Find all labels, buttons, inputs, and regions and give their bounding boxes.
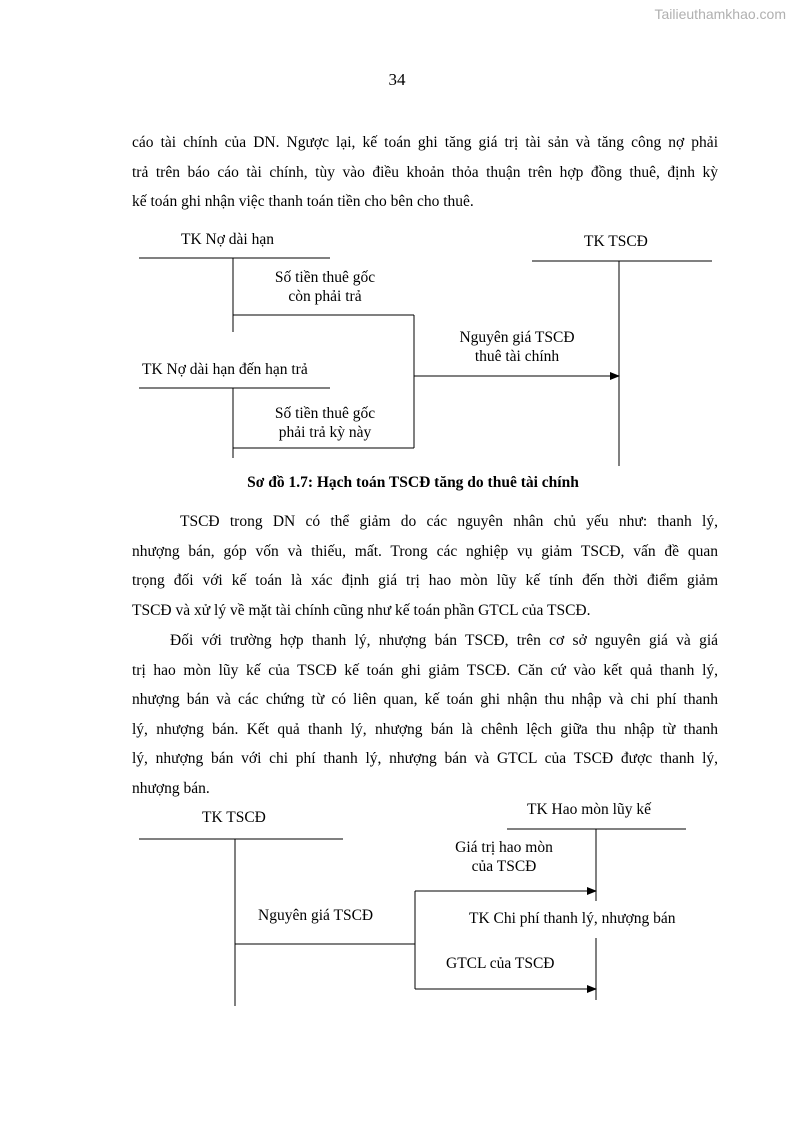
label-disposal-cost-account: TK Chi phí thanh lý, nhượng bán <box>469 910 676 927</box>
watermark: Tailieuthamkhao.com <box>654 6 786 22</box>
label-line: còn phải trả <box>288 288 362 305</box>
label-fixed-assets-account: TK TSCĐ <box>584 233 648 250</box>
label-line: của TSCĐ <box>471 858 537 875</box>
label-depreciation-account: TK Hao mòn lũy kế <box>527 801 651 818</box>
paragraph-line: nhượng bán, góp vốn và thiếu, mất. Trong các nghiệp vụ giảm TSCĐ, vấn đề quan <box>132 542 718 560</box>
label-line: Nguyên giá TSCĐ <box>459 329 575 346</box>
paragraph-line: trọng đối với kế toán là xác định giá trị hao mòn lũy kế tính đến thời điểm giảm <box>132 572 718 589</box>
paragraph-line: cáo tài chính của DN. Ngược lại, kế toán ghi tăng giá trị tài sản và tăng công nợ phải <box>132 134 718 151</box>
label-long-term-debt-account: TK Nợ dài hạn <box>181 231 274 248</box>
paragraph-line: lý, nhượng bán. Kết quả thanh lý, nhượng bán là chênh lệch giữa thu nhập từ thanh <box>132 720 718 738</box>
label-depreciation-value <box>424 838 584 876</box>
label-line: Giá trị hao mòn <box>455 839 553 856</box>
paragraph-line: nhượng bán. <box>132 779 210 797</box>
label-line: phải trả kỳ này <box>278 424 372 441</box>
label-residual-value: GTCL của TSCĐ <box>446 955 555 972</box>
label-fixed-assets-account-2: TK TSCĐ <box>202 809 266 826</box>
label-original-cost: Nguyên giá TSCĐ <box>258 907 374 924</box>
paragraph-line: TSCĐ và xử lý về mặt tài chính cũng như kế toán phần GTCL của TSCĐ. <box>132 601 591 619</box>
paragraph-line: trả trên báo cáo tài chính, tùy vào điều khoản thỏa thuận trên hợp đồng thuê, định kỳ <box>132 163 718 181</box>
label-line: thuê tài chính <box>474 348 560 365</box>
paragraph-line: Đối với trường hợp thanh lý, nhượng bán TSCĐ, trên cơ sở nguyên giá và giá <box>170 632 718 649</box>
diagram-caption: Sơ đồ 1.7: Hạch toán TSCĐ tăng do thuê tài chính <box>247 474 579 491</box>
paragraph-line: lý, nhượng bán với chi phí thanh lý, nhượng bán và GTCL của TSCĐ được thanh lý, <box>132 750 718 767</box>
label-line: Số tiền thuê gốc <box>274 405 376 422</box>
label-current-debt-account: TK Nợ dài hạn đến hạn trả <box>142 361 308 378</box>
paragraph-line: TSCĐ trong DN có thể giảm do các nguyên nhân chủ yếu như: thanh lý, <box>180 513 718 530</box>
paragraph-line: trị hao mòn lũy kế của TSCĐ kế toán ghi giảm TSCĐ. Căn cứ vào kết quả thanh lý, <box>132 661 718 679</box>
label-line: Số tiền thuê gốc <box>274 269 376 286</box>
paragraph-line: kế toán ghi nhận việc thanh toán tiền cho bên cho thuê. <box>132 193 474 210</box>
paragraph-line: nhượng bán và các chứng từ có liên quan, kế toán ghi nhận thu nhập và chi phí thanh <box>132 691 718 708</box>
page-number: 34 <box>388 70 406 89</box>
